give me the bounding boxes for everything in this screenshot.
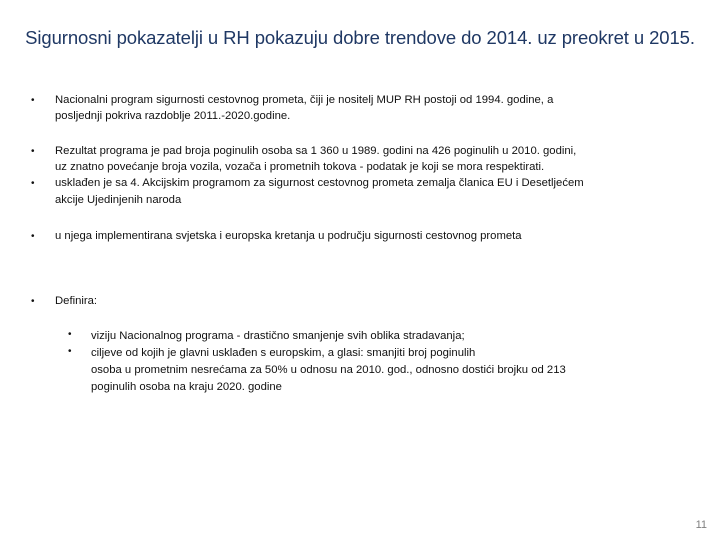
sub-bullet-line: viziju Nacionalnog programa - drastično smanjenje svih oblika stradavanja; — [91, 330, 465, 342]
sub-bullet-marker: • — [68, 329, 72, 340]
bullet-line: usklađen je sa 4. Akcijskim programom za sigurnost cestovnog prometa zemalja članica EU i Desetljećem — [55, 177, 584, 189]
sub-bullet-line: ciljeve od kojih je glavni usklađen s europskim, a glasi: smanjiti broj poginulih — [91, 347, 476, 359]
bullet-line: posljednji pokriva razdoblje 2011.-2020.godine. — [55, 110, 291, 122]
bullet-line: akcije Ujedinjenih naroda — [55, 194, 182, 206]
bullet-line: uz znatno povećanje broja vozila, vozača i prometnih tokova - podatak je koji se mora respektirati. — [55, 161, 545, 173]
bullet-line: Rezultat programa je pad broja poginulih osoba sa 1 360 u 1989. godini na 426 poginulih u 2010. godini, — [55, 145, 577, 157]
page-number: 11 — [695, 519, 707, 531]
bullet-marker: • — [31, 146, 35, 157]
sub-bullet-line: poginulih osoba na kraju 2020. godine — [91, 381, 282, 393]
bullet-marker: • — [31, 231, 35, 242]
sub-bullet-line: osoba u prometnim nesrećama za 50% u odnosu na 2010. god., odnosno dostići brojku od 213 — [91, 364, 566, 376]
sub-bullet-marker: • — [68, 346, 72, 357]
bullet-marker: • — [31, 95, 35, 106]
bullet-marker: • — [31, 296, 35, 307]
bullet-line: u njega implementirana svjetska i europska kretanja u području sigurnosti cestovnog prometa — [55, 230, 522, 242]
slide-title: Sigurnosni pokazatelji u RH pokazuju dobre trendove do 2014. uz preokret u 2015. — [25, 27, 695, 48]
bullet-marker: • — [31, 178, 35, 189]
bullet-line: Definira: — [55, 295, 98, 307]
bullet-line: Nacionalni program sigurnosti cestovnog prometa, čiji je nositelj MUP RH postoji od 1994. godine, a — [55, 94, 554, 106]
